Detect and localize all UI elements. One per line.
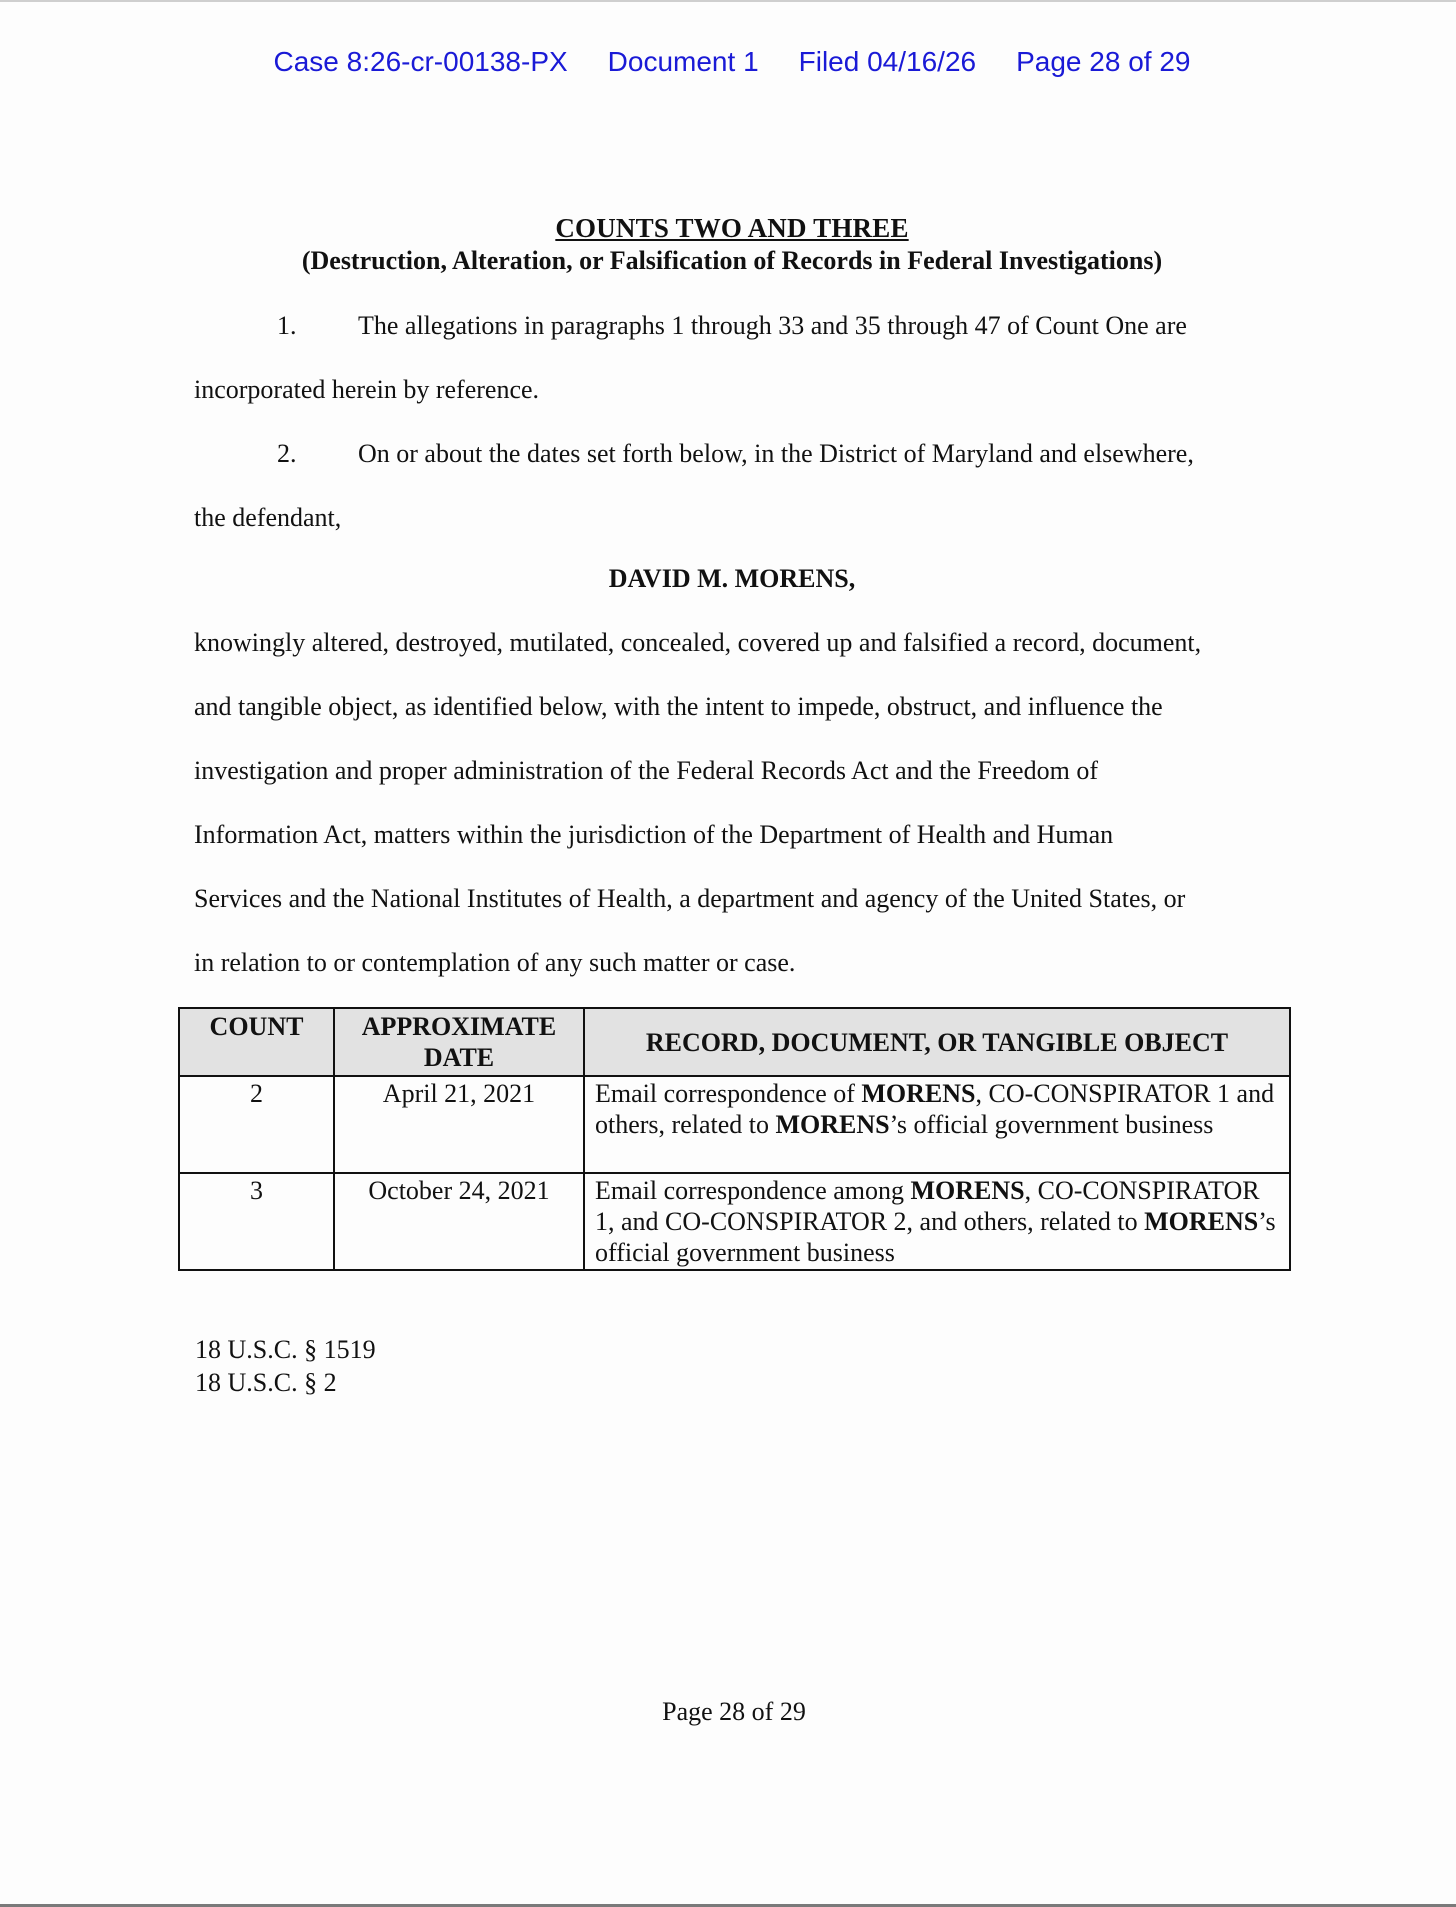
- records-table: [178, 1007, 1291, 1271]
- header-record: RECORD, DOCUMENT, OR TANGIBLE OBJECT: [584, 1008, 1290, 1076]
- citation: 18 U.S.C. § 2: [195, 1368, 337, 1397]
- body-line: knowingly altered, destroyed, mutilated, concealed, covered up and falsified a record, document,: [194, 628, 1202, 657]
- row-count: 2: [179, 1076, 334, 1173]
- ecf-page-number: Page 28 of 29: [1016, 46, 1191, 77]
- header-date-line-2: DATE: [423, 1043, 495, 1072]
- paragraph-1-line-2: incorporated herein by reference.: [194, 375, 540, 404]
- header-count: COUNT: [179, 1008, 334, 1076]
- row-description: Email correspondence of MORENS, CO-CONSPIRATOR 1 and others, related to MORENS’s official government business: [584, 1076, 1290, 1173]
- body-line: in relation to or contemplation of any such matter or case.: [194, 948, 796, 977]
- ecf-header: [0, 46, 1456, 78]
- header-date-line-1: APPROXIMATE: [361, 1012, 557, 1041]
- body-line: Information Act, matters within the jurisdiction of the Department of Health and Human: [194, 820, 1114, 849]
- paragraph-2-number: 2.: [277, 439, 297, 468]
- paragraph-2-line-2: the defendant,: [194, 503, 342, 532]
- table-row: [179, 1173, 1290, 1270]
- row-description: Email correspondence among MORENS, CO-CONSPIRATOR 1, and CO-CONSPIRATOR 2, and others, related to MORENS’s official government business: [584, 1173, 1290, 1270]
- table-row: [179, 1076, 1290, 1173]
- page-footer: Page 28 of 29: [662, 1697, 806, 1726]
- row-date: April 21, 2021: [334, 1076, 584, 1173]
- ecf-filed-date: Filed 04/16/26: [798, 46, 977, 77]
- paragraph-1-number: 1.: [277, 311, 297, 340]
- section-subtitle: (Destruction, Alteration, or Falsification of Records in Federal Investigations): [301, 246, 1163, 275]
- statute-citations: [195, 1333, 376, 1399]
- paragraph-2-line-1: On or about the dates set forth below, in the District of Maryland and elsewhere,: [358, 439, 1194, 468]
- section-title: COUNTS TWO AND THREE: [555, 213, 909, 243]
- row-date: October 24, 2021: [334, 1173, 584, 1270]
- row-count: 3: [179, 1173, 334, 1270]
- citation: 18 U.S.C. § 1519: [195, 1335, 376, 1364]
- paragraph-1-line-1: The allegations in paragraphs 1 through 33 and 35 through 47 of Count One are: [358, 311, 1187, 340]
- body-line: and tangible object, as identified below, with the intent to impede, obstruct, and influence the: [194, 692, 1163, 721]
- header-date: [334, 1008, 584, 1076]
- body-line: investigation and proper administration of the Federal Records Act and the Freedom of: [194, 756, 1098, 785]
- page-top-edge: [0, 0, 1456, 2]
- body-line: Services and the National Institutes of Health, a department and agency of the United States, or: [194, 884, 1186, 913]
- defendant-name: DAVID M. MORENS,: [608, 564, 856, 593]
- ecf-document-number: Document 1: [607, 46, 759, 77]
- ecf-case-number: Case 8:26-cr-00138-PX: [273, 46, 568, 77]
- table-header-row: [179, 1008, 1290, 1076]
